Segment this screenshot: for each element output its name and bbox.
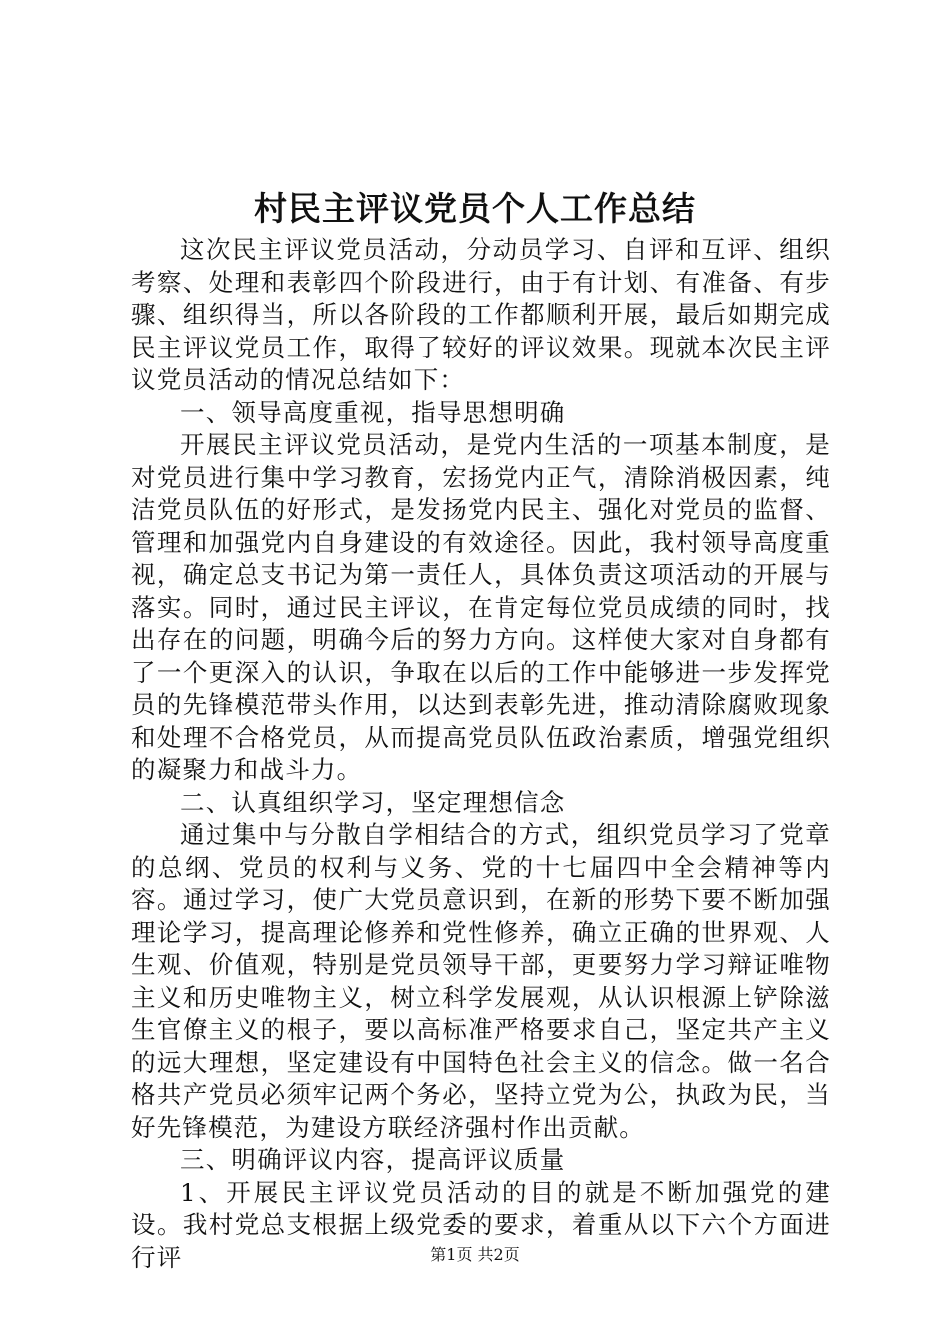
section-heading-1: 一、领导高度重视，指导思想明确 — [180, 397, 566, 427]
section-3-paragraph: 1、开展民主评议党员活动的目的就是不断加强党的建设。我村党总支根据上级党委的要求，着重从以下六个方面进行评 — [131, 1177, 831, 1272]
section-1-paragraph: 开展民主评议党员活动，是党内生活的一项基本制度，是对党员进行集中学习教育，宏扬党内正气，清除消极因素，纯洁党员队伍的好形式，是发扬党内民主、强化对党员的监督、管理和加强党内自身建设的有效途径。因此，我村领导高度重视，确定总支书记为第一责任人，具体负责这项活动的开展与落实。同时，通过民主评议，在肯定每位党员成绩的同时，找出存在的问题，明确今后的努力方向。这样使大家对自身都有了一个更深入的认识，争取在以后的工作中能够进一步发挥党员的先锋模范带头作用，以达到表彰先进，推动清除腐败现象和处理不合格党员，从而提高党员队伍政治素质，增强党组织的凝聚力和战斗力。 — [131, 430, 831, 784]
section-2-paragraph: 通过集中与分散自学相结合的方式，组织党员学习了党章的总纲、党员的权利与义务、党的十七届四中全会精神等内容。通过学习，使广大党员意识到，在新的形势下要不断加强理论学习，提高理论修养和党性修养，确立正确的世界观、人生观、价值观，特别是党员领导干部，更要努力学习辩证唯物主义和历史唯物主义，树立科学发展观，从认识根源上铲除滋生官僚主义的根子，要以高标准严格要求自己，坚定共产主义的远大理想，坚定建设有中国特色社会主义的信念。做一名合格共产党员必须牢记两个务必，坚持立党为公，执政为民，当好先锋模范，为建设方联经济强村作出贡献。 — [131, 820, 831, 1142]
section-heading-3: 三、明确评议内容，提高评议质量 — [180, 1145, 566, 1174]
document-body — [131, 234, 831, 1274]
intro-paragraph: 这次民主评议党员活动，分动员学习、自评和互评、组织考察、处理和表彰四个阶段进行，由于有计划、有准备、有步骤、组织得当，所以各阶段的工作都顺利开展，最后如期完成民主评议党员工作，取得了较好的评议效果。现就本次民主评议党员活动的情况总结如下： — [131, 235, 831, 394]
section-heading-2: 二、认真组织学习，坚定理想信念 — [180, 787, 566, 817]
document-title: 村民主评议党员个人工作总结 — [254, 189, 696, 228]
page-number-footer: 第1页 共2页 — [430, 1245, 520, 1264]
